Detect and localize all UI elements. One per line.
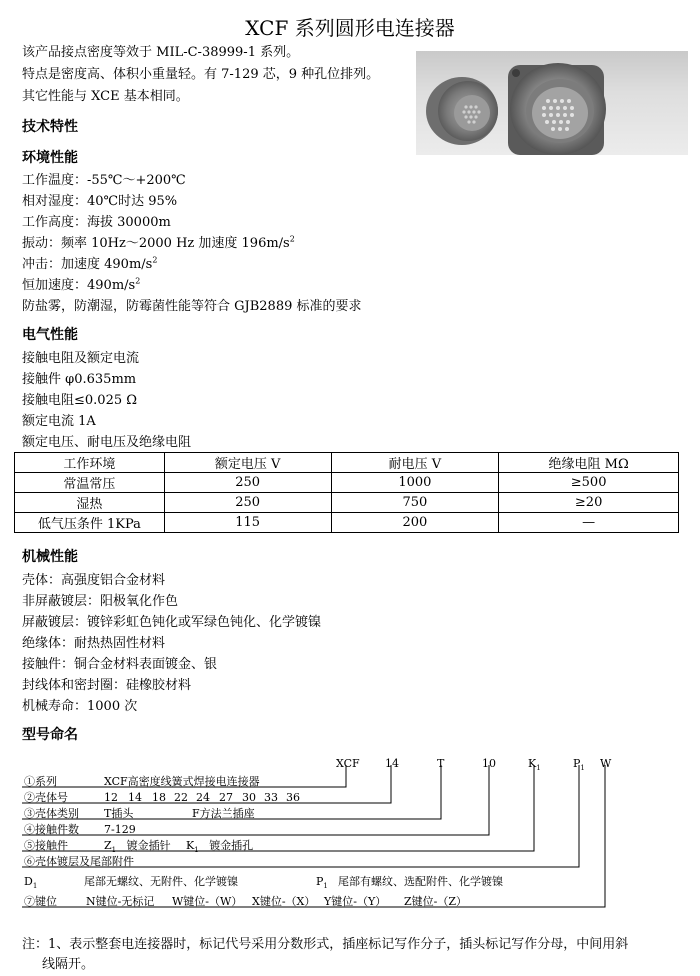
table-cell: 750 xyxy=(331,493,499,513)
elec-line: 额定电流 1A xyxy=(22,414,96,429)
naming-row-5-label: ⑤接触件 xyxy=(24,839,68,852)
table-cell: 250 xyxy=(164,493,331,513)
mech-line: 封线体和密封圈：硅橡胶材料 xyxy=(22,678,192,693)
finish-p1-desc: 尾部有螺纹、选配附件、化学镀镍 xyxy=(338,875,503,888)
table-cell: 200 xyxy=(331,513,499,533)
table-cell: ≥500 xyxy=(499,473,679,493)
env-shock-text: 冲击：加速度 490m/s xyxy=(22,257,153,272)
finish-d1-code: D xyxy=(24,875,33,888)
shell-size: 12 xyxy=(104,791,118,804)
finish-p1 xyxy=(316,875,328,893)
code-14: 14 xyxy=(385,757,399,770)
code-k1 xyxy=(528,757,541,775)
elec-line: 接触件 φ0.635mm xyxy=(22,372,137,387)
tech-heading: 技术特性 xyxy=(22,119,78,135)
shell-size: 18 xyxy=(152,791,166,804)
intro-line-1: 该产品接点密度等效于 MIL-C-38999-1 系列。 xyxy=(22,45,300,60)
connector-image xyxy=(416,51,688,155)
env-protection: 防盐雾，防潮湿，防霉菌性能等符合 GJB2889 标准的要求 xyxy=(22,299,362,314)
naming-row-1-desc: XCF高密度线簧式焊接电连接器 xyxy=(104,775,260,788)
shell-size: 30 xyxy=(242,791,256,804)
table-cell: 1000 xyxy=(331,473,499,493)
code-w: W xyxy=(600,757,612,770)
env-const-accel-text: 恒加速度：490m/s xyxy=(22,278,136,293)
table-cell: — xyxy=(499,513,679,533)
superscript: 2 xyxy=(135,276,141,286)
env-vibration xyxy=(22,235,295,253)
shell-size: 24 xyxy=(196,791,210,804)
elec-heading: 电气性能 xyxy=(22,327,78,343)
finish-p1-sub: 1 xyxy=(323,882,328,891)
key-x: X键位-（X） xyxy=(252,895,316,908)
contact-k1-sub: 1 xyxy=(194,846,199,855)
mech-heading: 机械性能 xyxy=(22,549,78,565)
shell-type-receptacle: F方法兰插座 xyxy=(192,807,255,820)
table-row xyxy=(15,513,679,533)
naming-row-7-label: ⑦键位 xyxy=(24,895,57,908)
code-p1-letter: P xyxy=(573,757,581,770)
contact-k1 xyxy=(186,839,253,857)
mech-line: 屏蔽镀层：镀锌彩虹色钝化或军绿色钝化、化学镀镍 xyxy=(22,615,322,630)
elec-line: 接触电阻及额定电流 xyxy=(22,351,140,366)
env-shock xyxy=(22,256,157,274)
key-w: W键位-（W） xyxy=(172,895,243,908)
mech-line: 机械寿命：1000 次 xyxy=(22,699,138,714)
table-cell: 常温常压 xyxy=(15,473,165,493)
intro-line-3: 其它性能与 XCE 基本相同。 xyxy=(22,89,189,104)
shell-size: 14 xyxy=(128,791,142,804)
electrical-spec-table xyxy=(14,452,679,533)
contact-z1-sub: 1 xyxy=(111,846,117,855)
superscript: 2 xyxy=(289,234,295,244)
shell-size: 22 xyxy=(174,791,188,804)
finish-d1-sub: 1 xyxy=(32,882,38,891)
code-p1 xyxy=(573,757,585,775)
code-t: T xyxy=(437,757,445,770)
table-cell: 低气压条件 1KPa xyxy=(15,513,165,533)
naming-row-4-label: ④接触件数 xyxy=(24,823,79,836)
table-cell: ≥20 xyxy=(499,493,679,513)
finish-d1 xyxy=(24,875,37,893)
intro-line-2: 特点是密度高、体积小重量轻。有 7-129 芯，9 种孔位排列。 xyxy=(22,67,380,82)
shell-size: 36 xyxy=(286,791,300,804)
naming-row-2-label: ②壳体号 xyxy=(24,791,68,804)
env-humidity: 相对湿度：40℃时达 95% xyxy=(22,194,178,209)
table-row xyxy=(15,493,679,513)
shell-size: 33 xyxy=(264,791,278,804)
contact-z1-code: Z xyxy=(104,839,112,852)
naming-row-1-label: ①系列 xyxy=(24,775,57,788)
key-y: Y键位-（Y） xyxy=(324,895,387,908)
product-photo xyxy=(416,51,688,155)
code-p1-sub: 1 xyxy=(580,764,585,773)
contact-z1-desc: 镀金插针 xyxy=(126,839,171,852)
table-cell: 115 xyxy=(164,513,331,533)
table-header-cell: 工作环境 xyxy=(15,453,165,473)
contact-count: 7-129 xyxy=(104,823,136,836)
key-n: N键位-无标记 xyxy=(86,895,155,908)
superscript: 2 xyxy=(152,255,158,265)
code-k1-sub: 1 xyxy=(536,764,541,773)
table-row xyxy=(15,473,679,493)
env-altitude: 工作高度：海拔 30000m xyxy=(22,215,171,230)
env-const-accel xyxy=(22,277,140,295)
code-k1-letter: K xyxy=(528,757,537,770)
table-header-cell: 额定电压 V xyxy=(164,453,331,473)
mech-line: 接触件：铜合金材料表面镀金、银 xyxy=(22,657,218,672)
note-line-1: 注：1、表示整套电连接器时，标记代号采用分数形式，插座标记写作分子，插头标记写作分母，中间用斜 xyxy=(22,937,629,952)
table-header-cell: 绝缘电阻 MΩ xyxy=(499,453,679,473)
mech-line: 绝缘体：耐热热固性材料 xyxy=(22,636,166,651)
env-temp: 工作温度：-55℃～+200℃ xyxy=(22,173,186,188)
naming-row-3-label: ③壳体类别 xyxy=(24,807,79,820)
table-cell: 250 xyxy=(164,473,331,493)
table-cell: 湿热 xyxy=(15,493,165,513)
mech-line: 壳体：高强度铝合金材料 xyxy=(22,573,166,588)
table-header-row xyxy=(15,453,679,473)
code-10: 10 xyxy=(482,757,496,770)
shell-size: 27 xyxy=(219,791,233,804)
page-title: XCF 系列圆形电连接器 xyxy=(245,16,455,40)
key-z: Z键位-（Z） xyxy=(404,895,468,908)
finish-p1-code: P xyxy=(316,875,324,888)
note-line-2: 线隔开。 xyxy=(42,957,95,972)
naming-row-6-label: ⑥壳体镀层及尾部附件 xyxy=(24,855,134,868)
contact-k1-code: K xyxy=(186,839,195,852)
shell-type-plug: T插头 xyxy=(104,807,134,820)
elec-line: 接触电阻≤0.025 Ω xyxy=(22,393,138,408)
env-heading: 环境性能 xyxy=(22,150,78,166)
env-vibration-text: 振动：频率 10Hz～2000 Hz 加速度 196m/s xyxy=(22,236,290,251)
contact-k1-desc: 镀金插孔 xyxy=(209,839,254,852)
mech-line: 非屏蔽镀层：阳极氧化作色 xyxy=(22,594,179,609)
code-xcf: XCF xyxy=(336,757,360,770)
table-header-cell: 耐电压 V xyxy=(331,453,499,473)
finish-d1-desc: 尾部无螺纹、无附件、化学镀镍 xyxy=(84,875,238,888)
elec-line: 额定电压、耐电压及绝缘电阻 xyxy=(22,435,192,450)
model-heading: 型号命名 xyxy=(22,727,78,743)
